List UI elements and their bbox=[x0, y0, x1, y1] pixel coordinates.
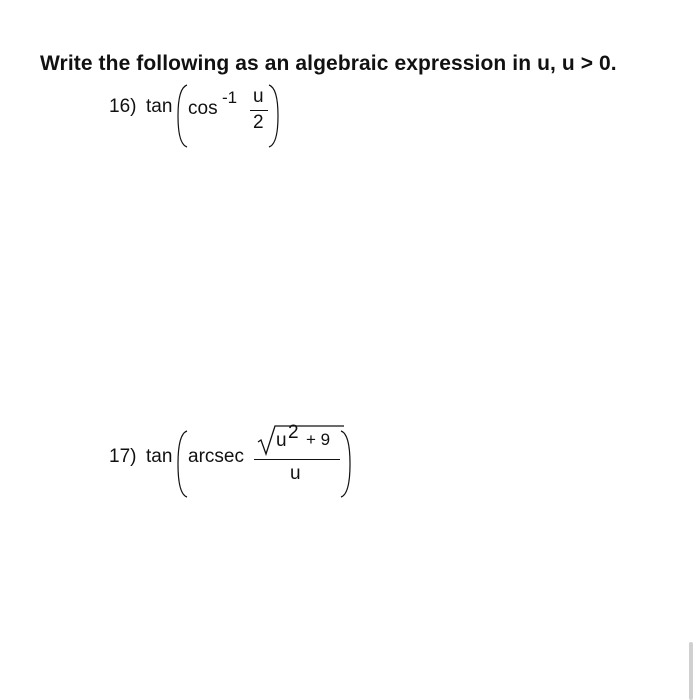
right-paren bbox=[340, 430, 352, 498]
radicand-base: u bbox=[276, 430, 287, 451]
left-paren bbox=[176, 430, 188, 498]
inner-function: arcsec bbox=[188, 446, 244, 467]
radical-sign bbox=[257, 424, 345, 456]
radicand-exponent: 2 bbox=[288, 422, 299, 443]
radicand-rest: + 9 bbox=[306, 430, 331, 449]
problem-number: 17) bbox=[109, 446, 137, 467]
fraction-numerator: u bbox=[253, 86, 264, 107]
inner-function: cos bbox=[188, 98, 218, 119]
instructions-heading: Write the following as an algebraic expression in u, u > 0. bbox=[40, 52, 617, 75]
right-paren bbox=[268, 84, 280, 148]
problem-number: 16) bbox=[109, 96, 137, 117]
fraction-bar bbox=[254, 459, 340, 460]
outer-function: tan bbox=[146, 446, 173, 467]
fraction-denominator: u bbox=[290, 463, 301, 484]
scrollbar[interactable] bbox=[689, 642, 693, 700]
fraction-denominator: 2 bbox=[253, 112, 264, 133]
left-paren bbox=[176, 84, 188, 148]
outer-function: tan bbox=[146, 96, 173, 117]
inverse-exponent: -1 bbox=[222, 88, 238, 107]
fraction-bar bbox=[250, 110, 268, 111]
